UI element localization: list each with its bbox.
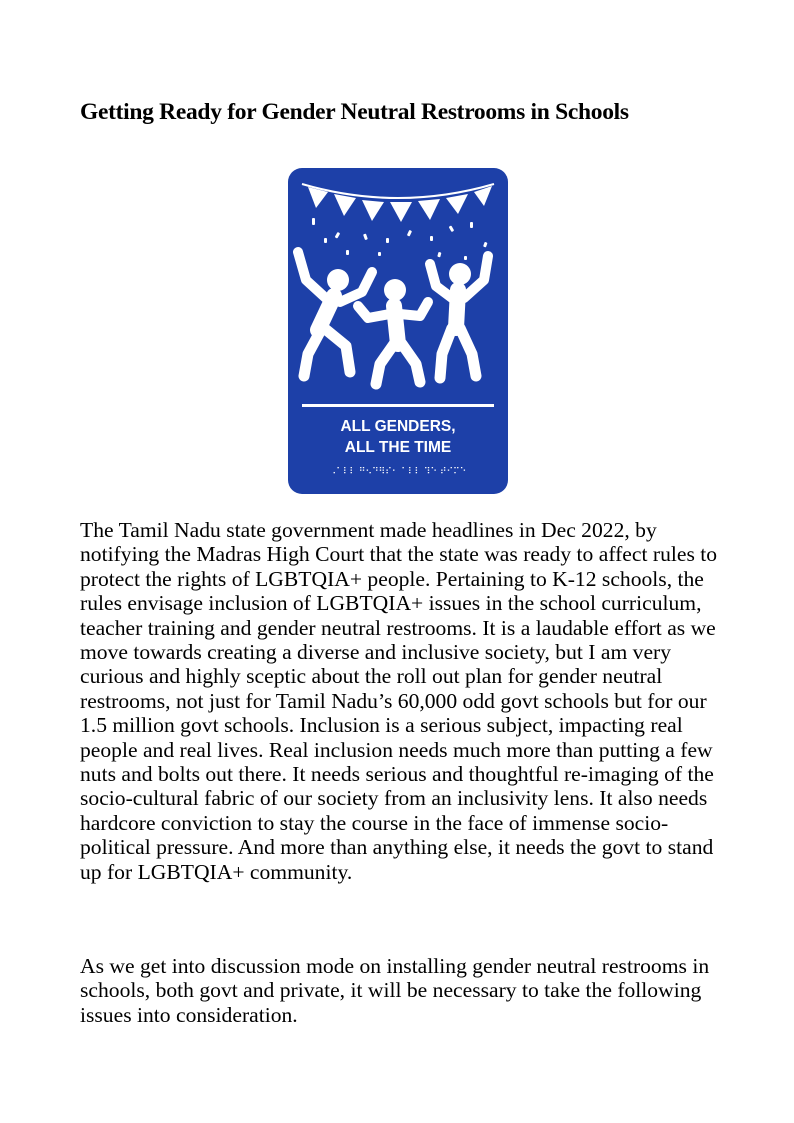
paragraph-1: The Tamil Nadu state government made headlines in Dec 2022, by notifying the Madras High Court that the state was ready to affect rules to protect the rights of LGBTQIA+ people. Pertaining to K-12 schools, the rules envisage inclusion of LGBTQIA+ issues in the school curriculum, teacher training and gender neutral restrooms. It is a laudable effort as we move towards creating a diverse and inclusive society, but I am very curious and highly sceptic about the roll out plan for gender neutral restrooms, not just for Tamil Nadu’s 60,000 odd govt schools but for our 1.5 million govt schools. Inclusion is a serious subject, impacting real people and real lives. Real inclusion needs much more than putting a few nuts and bolts out there. It needs serious and thoughtful re-imaging of the socio-cultural fabric of our society from an inclusivity lens. It also needs hardcore conviction to stay the course in the face of immense socio-political pressure. And more than anything else, it needs the govt to stand up for LGBTQIA+ community.	[80, 518, 718, 884]
page-title: Getting Ready for Gender Neutral Restrooms in Schools	[80, 99, 629, 125]
sign-divider	[302, 404, 494, 407]
paragraph-2: As we get into discussion mode on installing gender neutral restrooms in schools, both govt and private, it will be necessary to take the following issues into consideration.	[80, 954, 710, 1027]
all-genders-restroom-sign	[288, 168, 508, 494]
sign-braille: ⠠⠁⠇⠇ ⠛⠢⠙⠻⠎⠂ ⠁⠇⠇ ⠹⠑ ⠞⠊⠍⠑	[329, 467, 467, 477]
sign-line-1: ALL GENDERS,	[340, 418, 456, 435]
sign-line-2: ALL THE TIME	[344, 439, 452, 456]
